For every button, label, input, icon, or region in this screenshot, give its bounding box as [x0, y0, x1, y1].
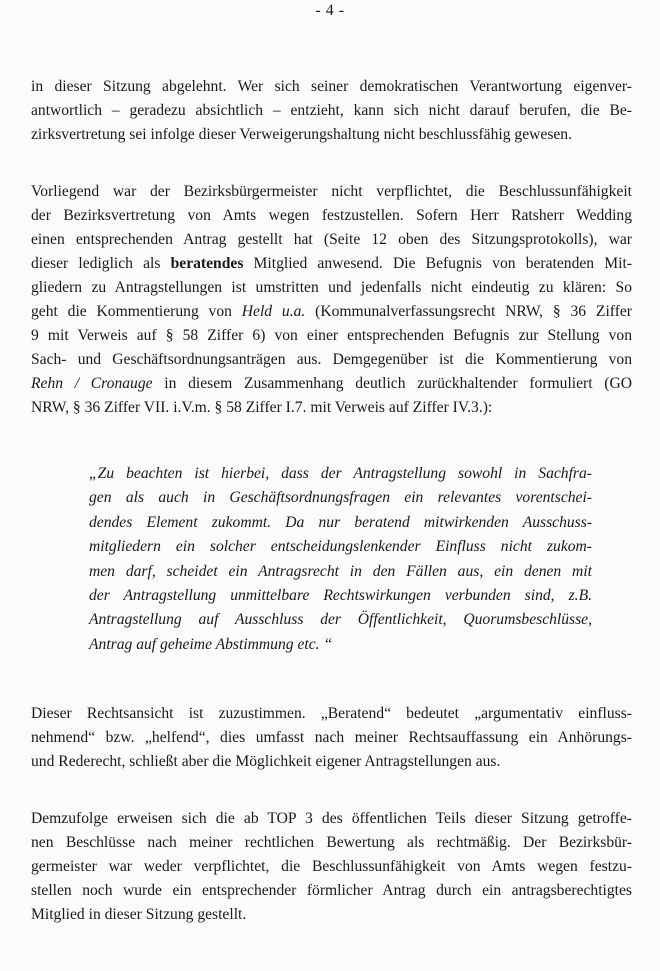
quote-line: dendes Element zukommt. Da nur beratend mitwirkenden Ausschuss- — [89, 513, 592, 531]
block-quote — [89, 462, 592, 657]
quote-line: gen als auch in Geschäftsordnungsfragen ein relevantes vorentschei- — [89, 489, 592, 507]
text-segment: in diesem Zusammenhang deutlich zurückhaltender formuliert (GO — [152, 375, 632, 392]
text-line: NRW, § 36 Ziffer VII. i.V.m. § 58 Ziffer I.7. mit Verweis auf Ziffer IV.3.): — [31, 399, 493, 416]
text-line: einen entsprechenden Antrag gestellt hat (Seite 12 oben des Sitzungsprotokolls), war — [31, 231, 632, 248]
text-line: der Bezirksvertretung von Amts wegen festzustellen. Sofern Herr Ratsherr Wedding — [31, 207, 632, 224]
page-number: - 4 - — [315, 2, 345, 19]
text-line: germeister war weder verpflichtet, die Beschlussunfähigkeit von Amts wegen festzu- — [31, 858, 632, 875]
text-line: Sach- und Geschäftsordnungsanträgen aus. Demgegenüber ist die Kommentierung von — [31, 351, 632, 368]
text-line: Demzufolge erweisen sich die ab TOP 3 des öffentlichen Teils dieser Sitzung getroffe- — [31, 810, 632, 827]
quote-line: Antragstellung auf Ausschluss der Öffentlichkeit, Quorumsbeschlüsse, — [89, 611, 592, 629]
text-line: zirksvertretung sei infolge dieser Verweigerungshaltung nicht beschlussfähig gewesen. — [31, 126, 573, 143]
emphasis-beratendes: beratendes — [170, 255, 244, 272]
text-segment: dieser lediglich als — [31, 255, 171, 272]
text-line — [31, 300, 632, 324]
paragraph-4 — [31, 807, 632, 927]
text-line — [31, 372, 632, 396]
text-line: und Rederecht, schließt aber die Möglichkeit eigener Antragstellungen aus. — [31, 753, 501, 770]
text-segment: Mitglied anwesend. Die Befugnis von beratenden Mit- — [243, 255, 632, 272]
text-line: Vorliegend war der Bezirksbürgermeister nicht verpflichtet, die Beschlussunfähigkeit — [31, 183, 632, 200]
text-line: gliedern zu Antragstellungen ist umstritten und jedenfalls nicht eindeutig zu klären: So — [31, 279, 632, 296]
citation-held: Held u.a. — [241, 303, 306, 320]
quote-line: men darf, scheidet ein Antragsrecht in den Fällen aus, ein denen mit — [89, 562, 592, 580]
paragraph-2 — [31, 180, 632, 420]
quote-line: mitgliedern ein solcher entscheidungslenkender Einfluss nicht zukom- — [89, 538, 592, 556]
text-line: Mitglied in dieser Sitzung gestellt. — [31, 906, 247, 923]
quote-line: „Zu beachten ist hierbei, dass der Antragstellung sowohl in Sachfra- — [89, 465, 592, 482]
text-segment: (Kommunalverfassungsrecht NRW, § 36 Ziffer — [305, 303, 633, 320]
quote-line: Antrag auf geheime Abstimmung etc. “ — [89, 635, 333, 653]
text-line: 9 mit Verweis auf § 58 Ziffer 6) von einer entsprechenden Befugnis zur Stellung von — [31, 327, 632, 344]
paragraph-1 — [31, 75, 632, 147]
citation-rehn-cronauge: Rehn / Cronauge — [31, 375, 153, 392]
text-line: stellen noch wurde ein entsprechender förmlicher Antrag durch ein antragsberechtigtes — [31, 882, 632, 899]
text-line: nehmend“ bzw. „helfend“, dies umfasst nach meiner Rechtsauffassung ein Anhörungs- — [31, 729, 632, 746]
text-segment: geht die Kommentierung von — [31, 303, 242, 320]
text-line: nen Beschlüsse nach meiner rechtlichen Bewertung als rechtmäßig. Der Bezirksbür- — [31, 834, 632, 851]
text-line: antwortlich – geradezu absichtlich – entzieht, kann sich nicht darauf berufen, die Be- — [31, 102, 632, 119]
quote-line: der Antragstellung unmittelbare Rechtswirkungen verbunden sind, z.B. — [89, 587, 592, 605]
text-line: Dieser Rechtsansicht ist zuzustimmen. „Beratend“ bedeutet „argumentativ einfluss- — [31, 705, 632, 722]
text-line: in dieser Sitzung abgelehnt. Wer sich seiner demokratischen Verantwortung eigenver- — [31, 78, 632, 95]
text-line — [31, 252, 632, 276]
paragraph-3 — [31, 702, 632, 774]
